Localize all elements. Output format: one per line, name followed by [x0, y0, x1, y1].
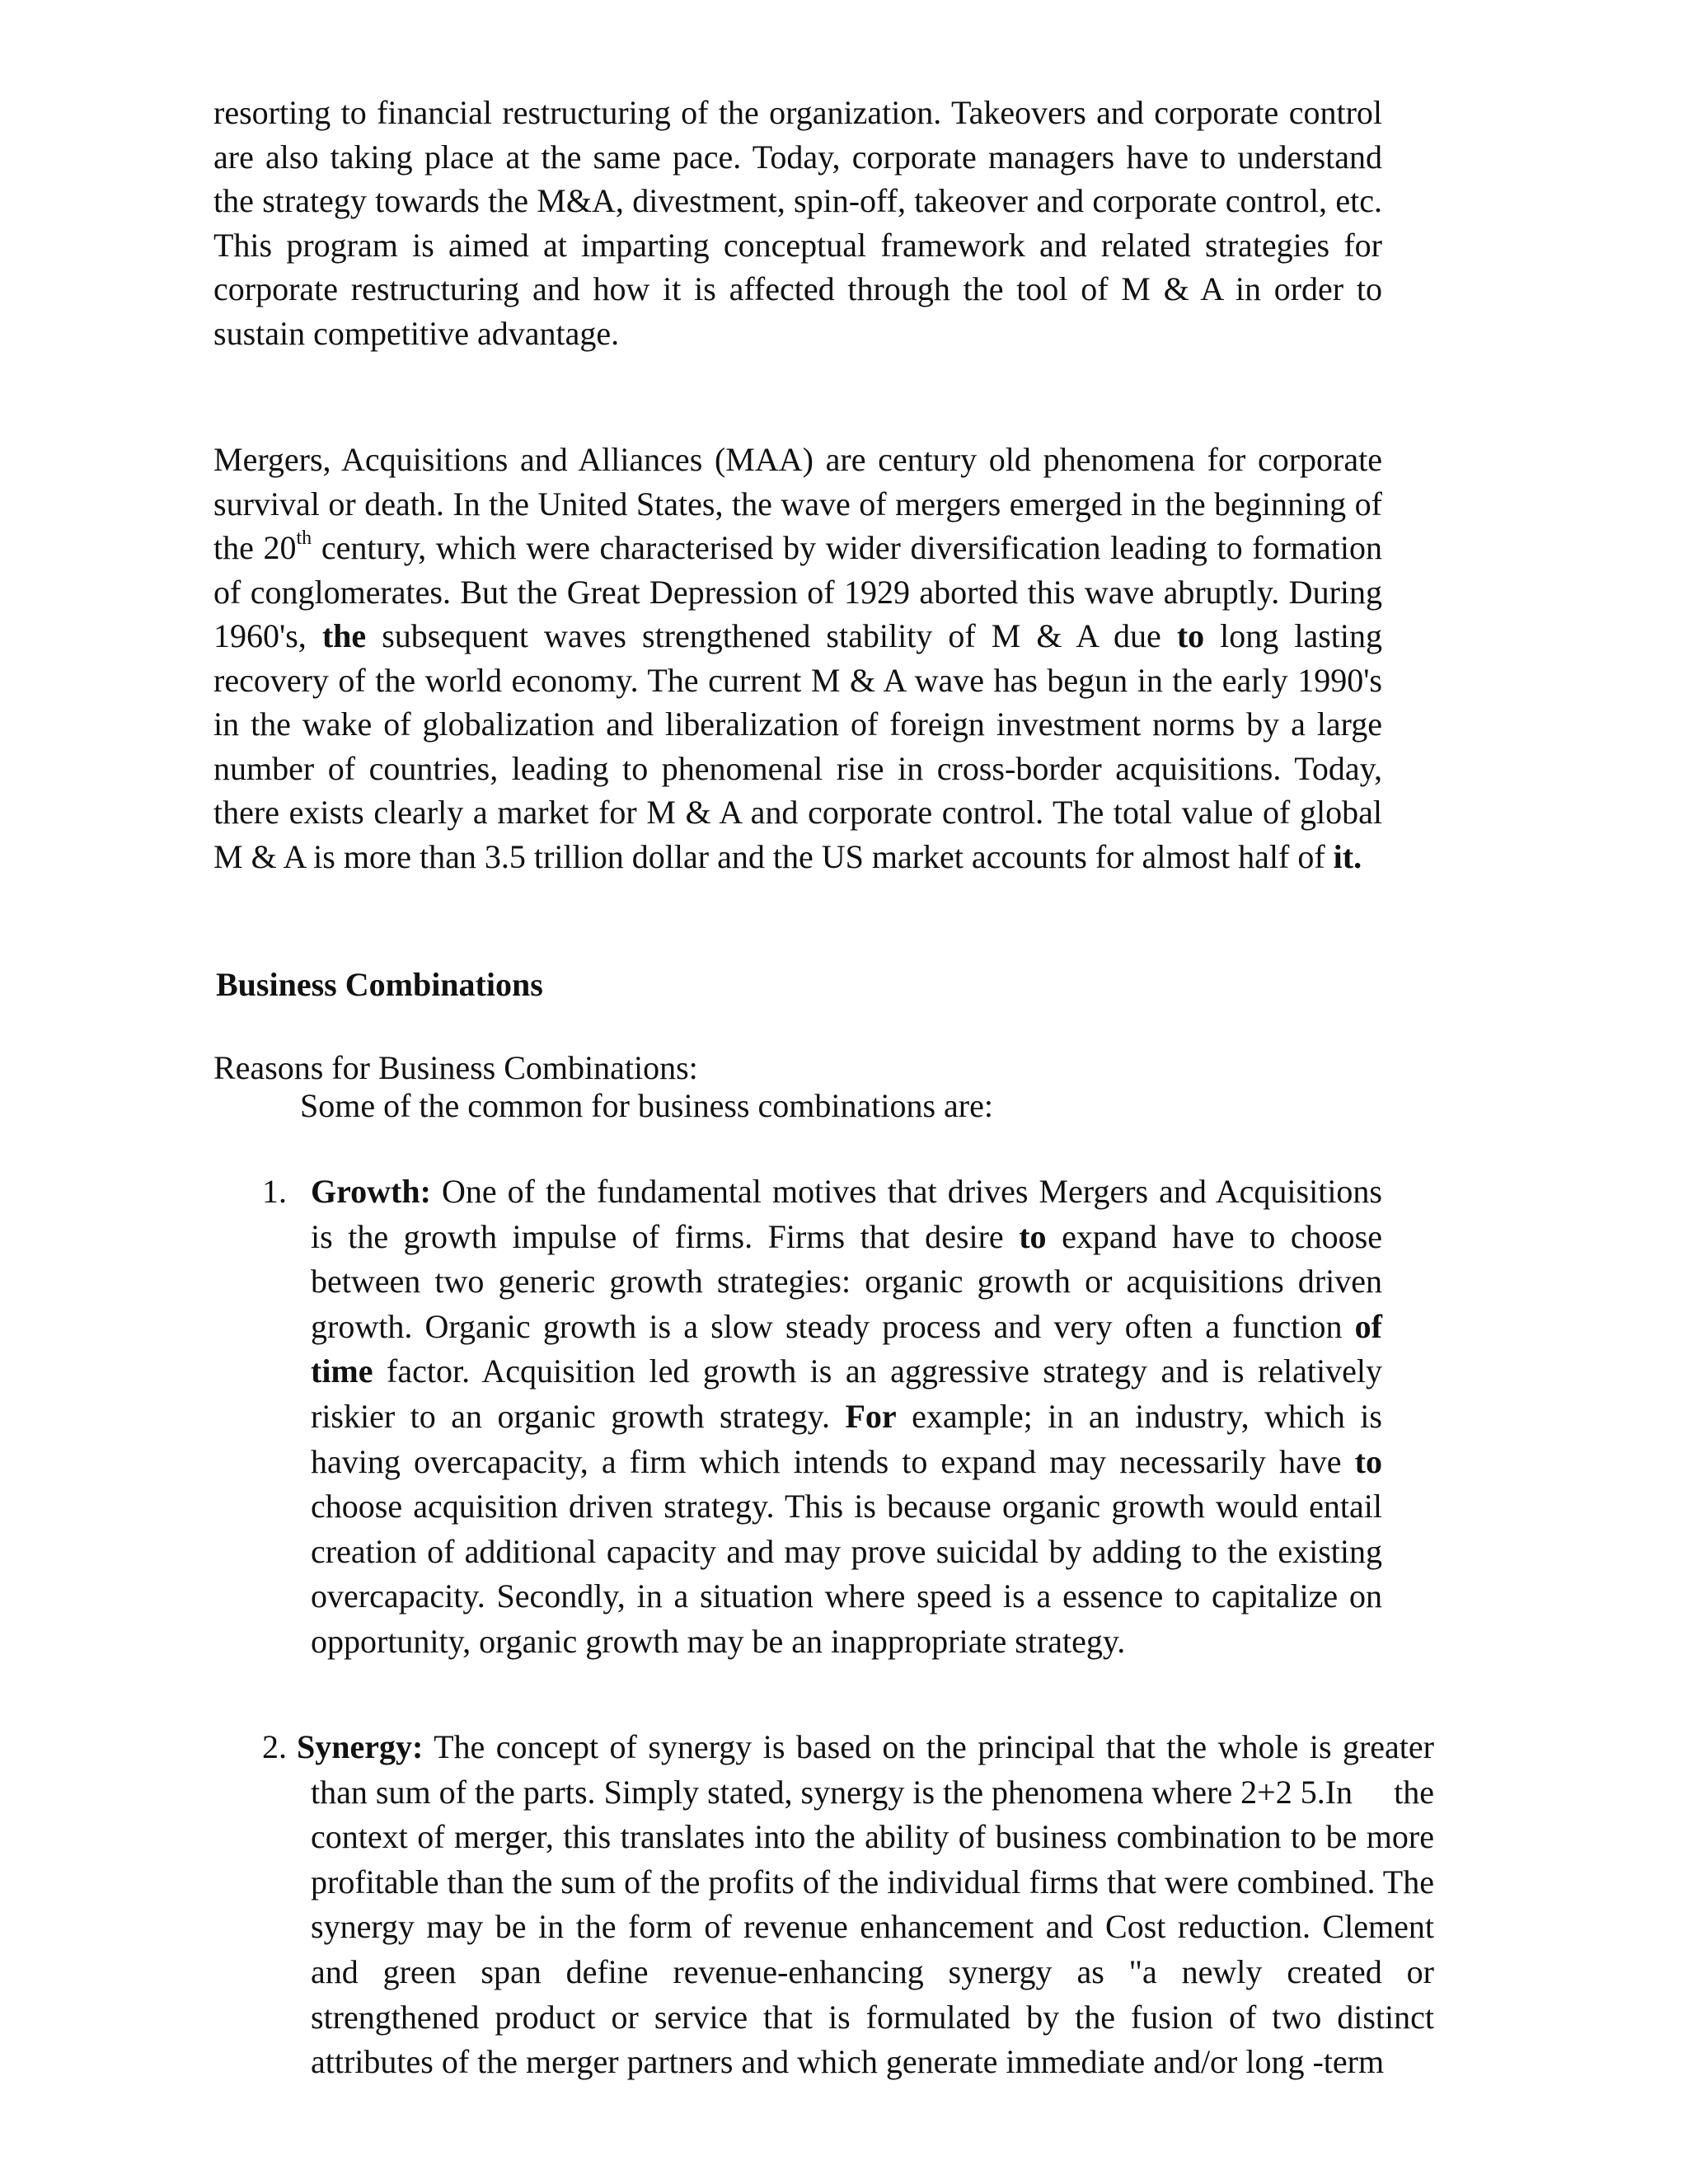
maa-bold-to: to [1176, 617, 1205, 654]
list-marker-2: 2. [262, 1728, 287, 1765]
maa-text-c: subsequent waves strengthened stability of M & A due [366, 617, 1177, 654]
growth-bold-1: to [1019, 1217, 1047, 1255]
synergy-text-1: The concept of synergy is based on the principal that the whole is greater than sum of the parts. Simply stated, synergy is the phenomena where 2+2 5.In the context of merger, this translates into the ability of business combination to be more profitable than the sum of the profits of the individual firms that were combined. The synergy may be in the form of revenue enhancement and Cost reduction. Clement and green span define revenue-enhancing synergy as "a newly created or strengthened product or service that is formulated by the fusion of two distinct attributes of the merger partners and which generate immediate and/or long -term [311, 1728, 1434, 2081]
growth-bold-3: For [845, 1397, 897, 1435]
growth-text-3: factor. Acquisition led growth is an aggressive strategy and is relatively riskier to an organic growth strategy. [311, 1352, 1382, 1435]
reasons-intro: Some of the common for business combinations are: [300, 1087, 993, 1124]
growth-text-5: choose acquisition driven strategy. This is because organic growth would entail creation of additional capacity and may prove suicidal by adding to the existing overcapacity. Secondly, in a situation where speed is a essence to capitalize on opportunity, organic growth may be an inappropriate strategy. [311, 1488, 1382, 1660]
section-heading: Business Combinations [216, 966, 543, 1003]
growth-label: Growth: [311, 1173, 431, 1210]
maa-text-a: Mergers, Acquisitions and Alliances (MAA) are century old phenomena for corporate survival or death. In the United States, the wave of mergers emerged in the beginning of the 20 [213, 441, 1382, 566]
maa-text-d: long lasting recovery of the world economy. The current M & A wave has begun in the early 1990's in the wake of globalization and liberalization of foreign investment norms by a large number of countries, leading to phenomenal rise in cross-border acquisitions. Today, there exists clearly a market for M & A and corporate control. The total value of global M & A is more than 3.5 trillion dollar and the US market accounts for almost half of [213, 617, 1383, 875]
reasons-title: Reasons for Business Combinations: [213, 1049, 698, 1086]
list-item-growth [311, 1169, 1382, 1665]
superscript-th: th [296, 527, 312, 549]
list-marker-1: 1. [262, 1173, 287, 1210]
growth-text-1: One of the fundamental motives that drives Mergers and Acquisitions is the growth impulse of firms. Firms that desire [311, 1173, 1382, 1255]
synergy-label: Synergy: [297, 1728, 424, 1765]
intro-paragraph-text: resorting to financial restructuring of the organization. Takeovers and corporate control are also taking place at the same pace. Today, corporate managers have to understand the strategy towards the M&A, divestment, spin-off, takeover and corporate control, etc. This program is aimed at imparting conceptual framework and related strategies for corporate restructuring and how it is affected through the tool of M & A in order to sustain competitive advantage. [213, 94, 1382, 352]
maa-bold-it: it. [1333, 837, 1362, 875]
growth-bold-4: to [1354, 1442, 1382, 1480]
maa-bold-the: the [321, 617, 367, 654]
growth-text-4: example; in an industry, which is having overcapacity, a firm which intends to expand may necessarily have [311, 1397, 1382, 1480]
maa-history-paragraph [213, 438, 1382, 879]
maa-text-b: century, which were characterised by wider diversification leading to formation of conglomerates. But the Great Depression of 1929 aborted this wave abruptly. During 1960's, [213, 529, 1382, 654]
list-item-synergy [297, 1725, 1434, 2085]
growth-text-2: expand have to choose between two generic growth strategies: organic growth or acquisitions driven growth. Organic growth is a slow steady process and very often a function [311, 1217, 1382, 1345]
intro-paragraph [213, 91, 1382, 355]
growth-bold-2: of time [311, 1307, 1382, 1390]
